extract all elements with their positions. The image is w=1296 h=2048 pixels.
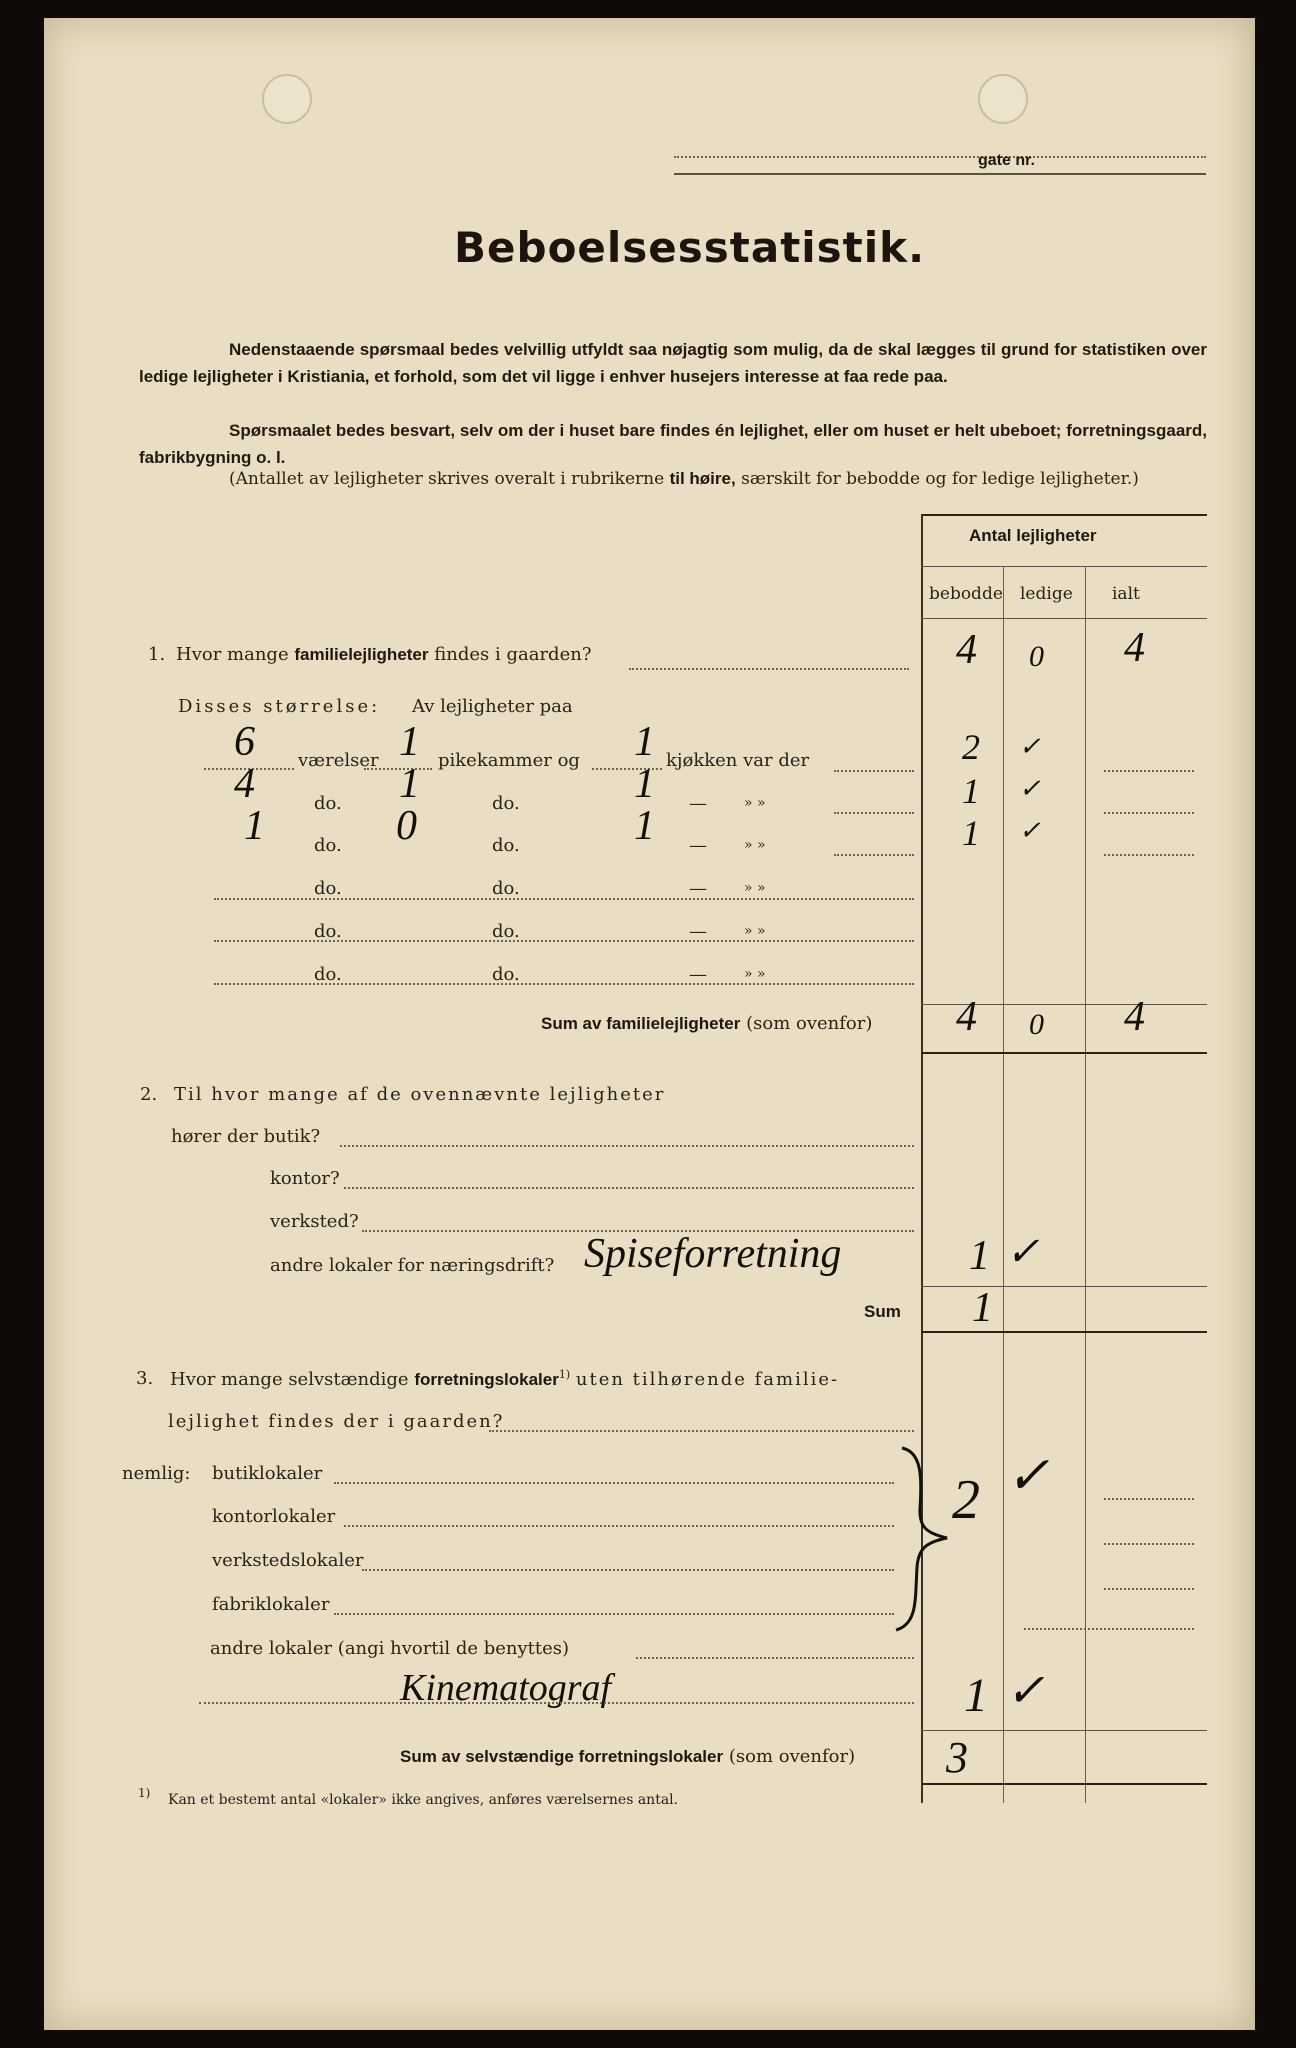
- q1-answer-bebodde[interactable]: 4: [956, 627, 977, 673]
- size-row-2-bebodde[interactable]: 1: [962, 771, 980, 811]
- q2-verksted-label: verksted?: [270, 1211, 359, 1232]
- size-row-3-quote: » »: [744, 837, 766, 853]
- q3-ialt-line-3: [1104, 1588, 1194, 1590]
- size-row-1-leader: [834, 770, 914, 772]
- q2-andre-answer[interactable]: Spiseforretning: [584, 1231, 842, 1277]
- q1-sum-bebodde[interactable]: 4: [956, 994, 977, 1040]
- footnote-mark: 1): [138, 1786, 151, 1800]
- q3-group-count[interactable]: 2: [952, 1469, 980, 1531]
- q3-andre-count[interactable]: 1: [964, 1669, 988, 1722]
- q1-question: [176, 644, 591, 665]
- q2-butik-label: hører der butik?: [171, 1126, 321, 1147]
- q3-item-1-leader[interactable]: [334, 1482, 894, 1484]
- size-row-6-line[interactable]: [214, 983, 914, 985]
- q3-andre-answer-line: [199, 1702, 914, 1704]
- size-row-2-check: ✓: [1019, 774, 1041, 803]
- size-row-5-dash: —: [689, 921, 707, 942]
- q2-sum-label: Sum: [864, 1302, 901, 1321]
- q2-sum-value[interactable]: 1: [972, 1285, 993, 1331]
- q1-number: 1.: [148, 644, 166, 665]
- q3-item-4-leader[interactable]: [334, 1613, 894, 1615]
- size-row-6-quote: » »: [744, 966, 766, 982]
- q3-sum-label: [400, 1746, 855, 1767]
- q1-sum-label: [541, 1013, 872, 1034]
- size-row-6-do-1: do.: [314, 964, 342, 985]
- q2-question: Til hvor mange af de ovennævnte lejligheter: [174, 1084, 666, 1105]
- q3-sum-a: Sum av selvstændige forretningslokaler: [400, 1747, 724, 1766]
- table-group-header: Antal lejligheter: [969, 526, 1097, 545]
- gate-label: gate nr.: [978, 152, 1035, 169]
- size-row-1-rooms[interactable]: 6: [234, 719, 255, 765]
- size-row-2-do-2: do.: [492, 793, 520, 814]
- size-row-2-maid[interactable]: 1: [399, 761, 420, 807]
- gate-number-field[interactable]: [674, 156, 1206, 158]
- q2-andre-count[interactable]: 1: [969, 1233, 990, 1279]
- q3-ialt-line-4: [1024, 1628, 1194, 1630]
- q3-sum-top-rule: [921, 1730, 1207, 1731]
- size-row-1-kjokken: kjøkken var der: [666, 750, 810, 771]
- size-row-2-leader: [834, 812, 914, 814]
- q1-answer-ialt[interactable]: 4: [1124, 625, 1145, 671]
- q3-ialt-line-2: [1104, 1543, 1194, 1545]
- q3-andre-check: ✓: [1006, 1665, 1045, 1716]
- size-row-1-vaerelser: værelser: [298, 750, 379, 771]
- size-row-3-bebodde[interactable]: 1: [962, 813, 980, 853]
- intro-paragraph-3: [139, 467, 1207, 491]
- size-row-1-pikekammer: pikekammer og: [438, 750, 580, 771]
- size-row-5-quote: » »: [744, 923, 766, 939]
- size-row-5-line[interactable]: [214, 940, 914, 942]
- q2-andre-label: andre lokaler for næringsdrift?: [270, 1255, 555, 1276]
- size-row-2-do-1: do.: [314, 793, 342, 814]
- q2-sum-top-rule: [921, 1286, 1207, 1287]
- size-row-5-do-2: do.: [492, 921, 520, 942]
- size-row-3-leader: [834, 854, 914, 856]
- q1-text-c: findes i gaarden?: [434, 644, 592, 665]
- q1-sum-ledige[interactable]: 0: [1029, 1008, 1044, 1041]
- size-row-2-kitchen[interactable]: 1: [634, 761, 655, 807]
- size-row-1-bebodde[interactable]: 2: [962, 727, 980, 767]
- q3-number: 3.: [136, 1368, 154, 1389]
- table-col-rule-2: [1085, 566, 1086, 1803]
- q1-sum-a: Sum av familielejligheter: [541, 1014, 741, 1033]
- q3-nemlig: nemlig:: [122, 1463, 191, 1484]
- gate-underline: [674, 173, 1206, 175]
- size-row-4-do-2: do.: [492, 878, 520, 899]
- q3-group-check: ✓: [1006, 1448, 1050, 1505]
- q2-kontor-label: kontor?: [270, 1168, 340, 1189]
- q2-sum-bottom-rule: [921, 1331, 1207, 1333]
- q3-text-sup: 1): [558, 1368, 571, 1381]
- q2-number: 2.: [140, 1084, 158, 1105]
- q2-kontor-leader[interactable]: [344, 1187, 914, 1189]
- size-row-3-maid[interactable]: 0: [396, 803, 417, 849]
- q3-item-verkstedslokaler: verkstedslokaler: [212, 1550, 364, 1571]
- col-header-bebodde: bebodde: [929, 584, 1003, 604]
- size-row-3-do-1: do.: [314, 835, 342, 856]
- q1-leader: [629, 668, 909, 670]
- size-row-5-do-1: do.: [314, 921, 342, 942]
- footnote-text: Kan et bestemt antal «lokaler» ikke angives, anføres værelsernes antal.: [168, 1792, 679, 1808]
- intro-p3-b: til høire,: [669, 469, 736, 488]
- size-row-2-dash: —: [689, 793, 707, 814]
- form-sheet: [44, 18, 1255, 2030]
- size-row-3-dash: —: [689, 835, 707, 856]
- size-row-3-ialt-line: [1104, 854, 1194, 856]
- size-row-1-check: ✓: [1019, 732, 1041, 761]
- size-row-1-ialt-line: [1104, 770, 1194, 772]
- q3-andre-label: andre lokaler (angi hvortil de benyttes): [210, 1638, 570, 1659]
- intro-p3-a: (Antallet av lejligheter skrives overalt i rubrikerne: [229, 469, 665, 489]
- q1-sum-ialt[interactable]: 4: [1124, 994, 1145, 1040]
- size-row-2-quote: » »: [744, 795, 766, 811]
- size-row-3-do-2: do.: [492, 835, 520, 856]
- size-row-1-kitchen[interactable]: 1: [634, 719, 655, 765]
- q3-andre-leader: [636, 1657, 914, 1659]
- q3-sum-value[interactable]: 3: [946, 1733, 968, 1782]
- size-row-1-maid[interactable]: 1: [399, 719, 420, 765]
- table-header-rule: [921, 566, 1207, 567]
- q3-sum-b: (som ovenfor): [728, 1746, 856, 1767]
- q3-text-a: Hvor mange selvstændige: [170, 1369, 409, 1390]
- q3-text-d: lejlighet findes der i gaarden?: [168, 1411, 505, 1432]
- q3-item-kontorlokaler: kontorlokaler: [212, 1506, 336, 1527]
- size-row-4-do-1: do.: [314, 878, 342, 899]
- size-row-3-check: ✓: [1019, 816, 1041, 845]
- q3-item-fabriklokaler: fabriklokaler: [212, 1594, 330, 1615]
- table-subheader-rule: [921, 618, 1207, 619]
- q1-sum-b: (som ovenfor): [746, 1013, 873, 1034]
- size-row-3-rooms[interactable]: 1: [244, 803, 265, 849]
- q1-sub-label-2: Av lejligheter paa: [412, 696, 573, 717]
- q3-text-b: forretningslokaler: [414, 1370, 559, 1389]
- size-row-2-rooms[interactable]: 4: [234, 761, 255, 807]
- q1-answer-ledige[interactable]: 0: [1029, 640, 1044, 673]
- table-top-rule: [921, 514, 1207, 516]
- size-row-4-dash: —: [689, 878, 707, 899]
- q3-sum-bottom-rule: [921, 1783, 1207, 1785]
- size-row-4-line[interactable]: [214, 898, 914, 900]
- intro-paragraph-1: Nedenstaaende spørsmaal bedes velvillig utfyldt saa nøjagtig som mulig, da de skal lægges til grund for statistiken over ledige lejligheter i Kristiania, et forhold, som det vil ligge i enhver husejers interesse at faa rede paa.: [139, 340, 1207, 386]
- q1-text-b: familielejligheter: [294, 645, 429, 664]
- q2-butik-leader[interactable]: [340, 1145, 914, 1147]
- q3-item-butiklokaler: butiklokaler: [212, 1463, 323, 1484]
- page-title: Beboelsesstatistik.: [454, 223, 926, 272]
- q3-andre-answer[interactable]: Kinematograf: [400, 1667, 612, 1709]
- punch-hole-left: [262, 74, 312, 124]
- q3-leader: [489, 1430, 914, 1432]
- col-header-ledige: ledige: [1020, 584, 1073, 604]
- q3-item-3-leader[interactable]: [362, 1569, 894, 1571]
- intro-p3-c: særskilt for bebodde og for ledige lejligheter.): [741, 469, 1139, 489]
- size-row-6-dash: —: [689, 964, 707, 985]
- q1-text-a: Hvor mange: [176, 644, 289, 665]
- q3-question: [170, 1368, 839, 1390]
- q3-item-2-leader[interactable]: [344, 1525, 894, 1527]
- table-col-rule-1: [1003, 566, 1004, 1803]
- size-row-4-quote: » »: [744, 880, 766, 896]
- col-header-ialt: ialt: [1112, 584, 1140, 604]
- q3-text-c: uten tilhørende familie-: [575, 1369, 840, 1390]
- q1-sub-label: Disses størrelse:: [178, 696, 381, 717]
- size-row-6-do-2: do.: [492, 964, 520, 985]
- size-row-2-ialt-line: [1104, 812, 1194, 814]
- punch-hole-right: [978, 74, 1028, 124]
- size-row-1-maid-line: [364, 768, 432, 770]
- q1-sum-bottom-rule: [921, 1052, 1207, 1054]
- q3-ialt-line-1: [1104, 1498, 1194, 1500]
- intro-paragraph-2: Spørsmaalet bedes besvart, selv om der i huset bare findes én lejlighet, eller om huset er helt ubeboet; forretningsgaard, fabrikbygning o. l.: [139, 421, 1207, 467]
- q2-andre-check: ✓: [1006, 1229, 1040, 1274]
- size-row-3-kitchen[interactable]: 1: [634, 803, 655, 849]
